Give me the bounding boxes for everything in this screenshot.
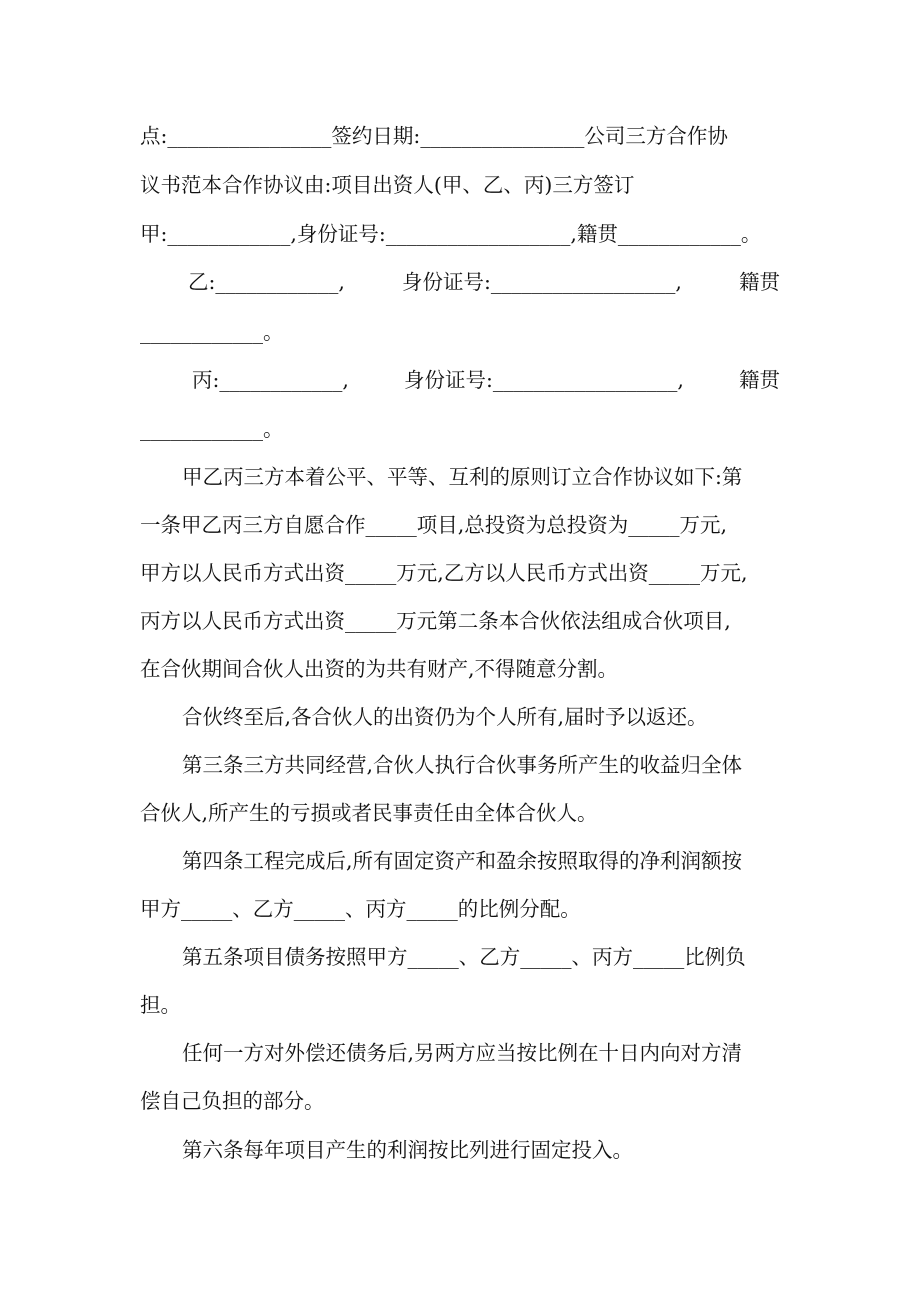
text-line-21: 偿自己负担的部分。 bbox=[140, 1089, 325, 1113]
text-line-13: 合伙终至后,各合伙人的出资仍为个人所有,届时予以返还。 bbox=[182, 705, 708, 729]
text-line-11: 丙方以人民币方式出资_____万元第二条本合伙依法组成合伙项目, bbox=[140, 609, 731, 633]
party-c-row bbox=[192, 360, 780, 400]
text-line-3: 甲:____________,身份证号:__________________,籍贯____________。 bbox=[140, 222, 762, 246]
text-line-19: 担。 bbox=[140, 993, 181, 1017]
text-line-18: 第五条项目债务按照甲方_____、乙方_____、丙方_____比例负 bbox=[182, 945, 746, 969]
party-b-origin: 籍贯 bbox=[739, 270, 780, 294]
text-line-10: 甲方以人民币方式出资_____万元,乙方以人民币方式出资_____万元, bbox=[140, 561, 748, 585]
text-line-2: 议书范本合作协议由:项目出资人(甲、乙、丙)三方签订 bbox=[140, 173, 635, 197]
party-b-id: 身份证号:__________________, bbox=[402, 270, 682, 294]
text-line-1: 点:________________签约日期:________________公司三方合作协 bbox=[140, 124, 728, 148]
text-line-16: 第四条工程完成后,所有固定资产和盈余按照取得的净利润额按 bbox=[182, 849, 743, 873]
text-line-17: 甲方_____、乙方_____、丙方_____的比例分配。 bbox=[140, 897, 581, 921]
text-line-8: 甲乙丙三方本着公平、平等、互利的原则订立合作协议如下:第 bbox=[182, 465, 743, 489]
party-b-row bbox=[188, 262, 780, 302]
text-line-14: 第三条三方共同经营,合伙人执行合伙事务所产生的收益归全体 bbox=[182, 753, 743, 777]
text-line-20: 任何一方对外偿还债务后,另两方应当按比例在十日内向对方清 bbox=[182, 1041, 743, 1065]
party-c-id: 身份证号:__________________, bbox=[404, 368, 684, 392]
party-c-origin: 籍贯 bbox=[739, 368, 780, 392]
party-c-name: 丙:____________, bbox=[192, 368, 349, 392]
text-line-5: ____________。 bbox=[140, 320, 284, 344]
text-line-12: 在合伙期间合伙人出资的为共有财产,不得随意分割。 bbox=[140, 657, 619, 681]
party-b-name: 乙:____________, bbox=[188, 270, 345, 294]
text-line-15: 合伙人,所产生的亏损或者民事责任由全体合伙人。 bbox=[140, 801, 598, 825]
text-line-22: 第六条每年项目产生的利润按比列进行固定投入。 bbox=[182, 1138, 633, 1162]
text-line-9: 一条甲乙丙三方自愿合作_____项目,总投资为总投资为_____万元, bbox=[140, 513, 728, 537]
text-line-7: ____________。 bbox=[140, 417, 284, 441]
